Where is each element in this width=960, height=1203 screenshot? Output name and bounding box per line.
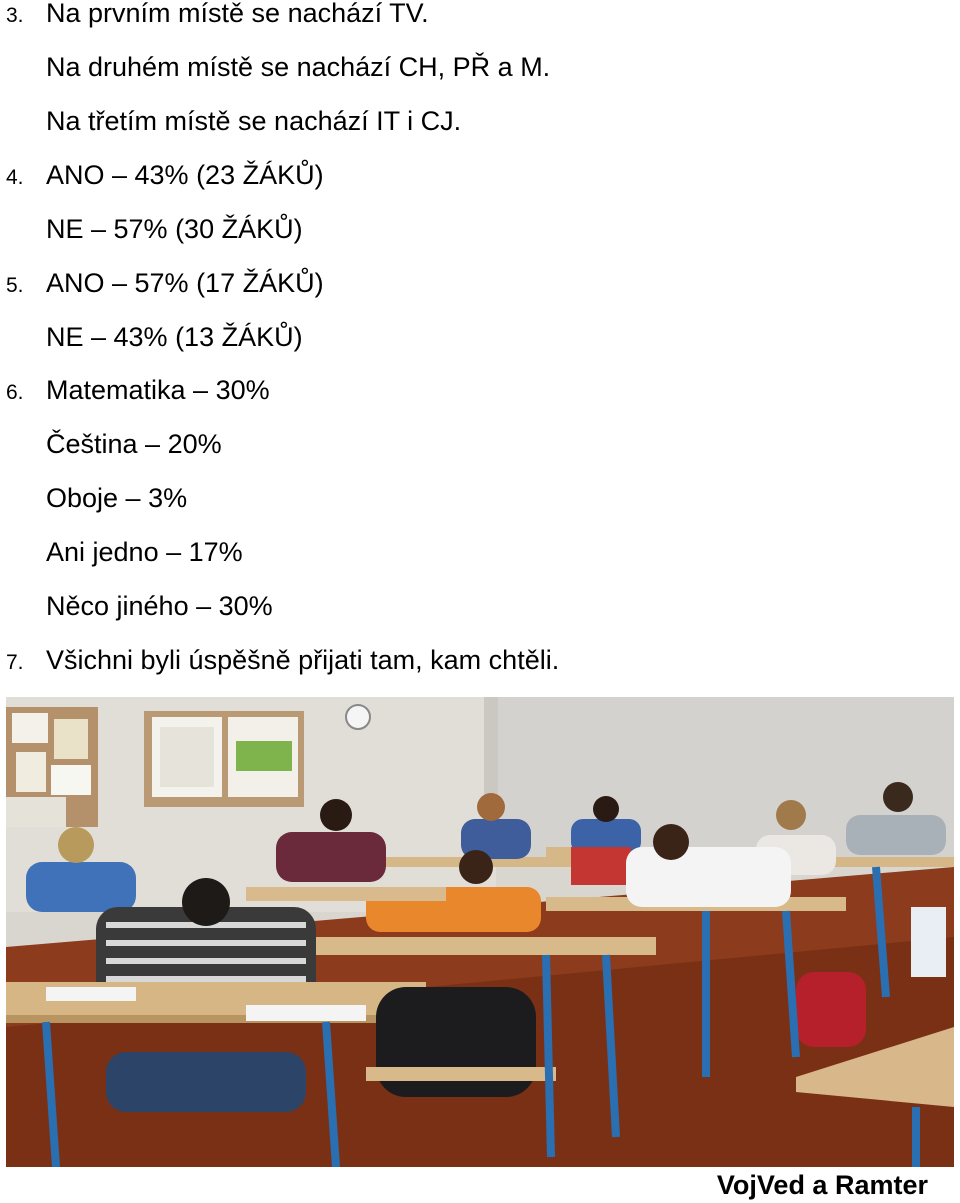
item-number-5: 5. bbox=[6, 274, 24, 297]
item-number-3: 3. bbox=[6, 4, 24, 27]
answer-line: Na prvním místě se nachází TV. bbox=[46, 0, 429, 28]
item-number-7: 7. bbox=[6, 651, 24, 674]
answer-line: Na třetím místě se nachází IT i CJ. bbox=[46, 106, 462, 136]
answer-line: Ani jedno – 17% bbox=[46, 537, 243, 567]
answer-line: Matematika – 30% bbox=[46, 375, 270, 405]
answer-line: Všichni byli úspěšně přijati tam, kam chtěli. bbox=[46, 645, 560, 675]
answer-line: Něco jiného – 30% bbox=[46, 591, 273, 621]
answer-line: Oboje – 3% bbox=[46, 483, 188, 513]
footer-credit: VojVed a Ramter bbox=[716, 1170, 928, 1200]
answer-line: ANO – 43% (23 ŽÁKŮ) bbox=[46, 160, 324, 190]
answer-line: NE – 57% (30 ŽÁKŮ) bbox=[46, 214, 303, 244]
item-number-6: 6. bbox=[6, 381, 24, 404]
answer-line: ANO – 57% (17 ŽÁKŮ) bbox=[46, 268, 324, 298]
answer-line: Na druhém místě se nachází CH, PŘ a M. bbox=[46, 52, 551, 82]
classroom-photo bbox=[6, 697, 954, 1167]
answer-line: NE – 43% (13 ŽÁKŮ) bbox=[46, 322, 303, 352]
answer-line: Čeština – 20% bbox=[46, 429, 222, 459]
item-number-4: 4. bbox=[6, 166, 24, 189]
